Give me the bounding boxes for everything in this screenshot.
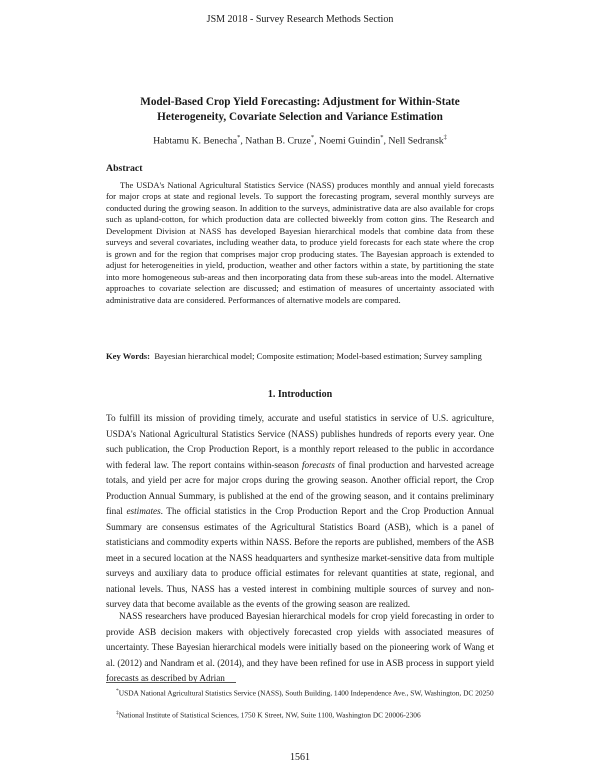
author-list: Habtamu K. Benecha*, Nathan B. Cruze*, Noemi Guindin*, Nell Sedransk‡: [153, 134, 447, 147]
abstract-heading: Abstract: [106, 163, 143, 174]
footnote-2: [106, 708, 494, 721]
footnote-text: National Institute of Statistical Sciences, 1750 K Street, NW, Suite 1100, Washington DC 20006-2306: [118, 710, 421, 720]
author-name: Habtamu K. Benecha: [153, 135, 238, 147]
intro-paragraph-2: NASS researchers have produced Bayesian hierarchical models for crop yield forecasting in order to provide ASB decision makers with objectively forecasted crop yields with associated measures of uncertainty. These Bayesian hierarchical models were initially based on the pioneering work of Wang et al. (2012) and Nandram et al. (2014), and they have been refined for use in ASB process in support yield forecasts as described by Adrian: [106, 611, 494, 683]
author-name: Noemi Guindin: [319, 135, 381, 147]
title-line-2: Heterogeneity, Covariate Selection and Variance Estimation: [157, 111, 443, 123]
footnote-mark: *: [116, 688, 119, 694]
intro-paragraph-1: [106, 411, 494, 613]
section-heading: 1. Introduction: [267, 389, 333, 400]
emphasis-text: forecasts: [301, 459, 335, 470]
footnote-rule: [106, 682, 236, 683]
title-line-1: Model-Based Crop Yield Forecasting: Adjustment for Within-State: [140, 96, 460, 108]
keywords: [106, 351, 494, 362]
paragraph-text: of final production and harvested acreage totals, and yield per acre for major crops during the growing season. Another official report, the Crop Production Annual Summary, is published at the end of the growing season, and it contains preliminary final: [106, 459, 494, 516]
author-mark: *: [237, 134, 241, 141]
author-name: Nathan B. Cruze: [245, 135, 311, 147]
keywords-label: Key Words:: [106, 351, 151, 361]
abstract-text: The USDA's National Agricultural Statistics Service (NASS) produces monthly and annual yield forecasts for major crops at state and regional levels. To support the forecasting program, several monthly surveys are conducted during the growing season. In addition to the surveys, administrative data are also available for crops such as upland-cotton, for which production data are collected biweekly from cotton gins. The Research and Development Division at NASS has developed Bayesian hierarchical models that combine data from these surveys and several covariates, including weather data, to produce yield forecasts for each state where the crop is grown and for the region that comprises major crop producing states. The Bayesian approach is extended to adjust for heterogeneities in yield, production, weather and other factors within a state, by partitioning the state into more homogeneous sub-areas and then incorporating data from these sub-areas into the model. Alternative approaches to covariate selection are discussed; and estimation of measures of uncertainty associated with administrative data are considered. Performances of alternative models are compared.: [106, 180, 494, 305]
author-mark: *: [380, 134, 384, 141]
footnote-text: USDA National Agricultural Statistics Service (NASS), South Building, 1400 Independence Ave., SW, Washington, DC 20250: [118, 688, 494, 698]
footnote-mark: ‡: [116, 710, 119, 716]
emphasis-text: estimates: [126, 506, 161, 516]
running-header: JSM 2018 - Survey Research Methods Section: [206, 14, 394, 25]
page-number: 1561: [290, 752, 310, 763]
paper-title: [100, 95, 500, 125]
author-name: Nell Sedransk: [388, 135, 444, 147]
paragraph-text: . The official statistics in the Crop Production Report and the Crop Production Annual Summary are consensus estimates of the Agricultural Statistics Board (ASB), which is a panel of statisticians and commodity experts within NASS. Before the reports are published, members of the ASB meet in a secured location at the NASS headquarters and synthesize market-sensitive data from multiple surveys and auxiliary data to produce official estimates for relevant quantities at state, regional, and national levels. Thus, NASS has a vested interest in combining multiple sources of survey and non-survey data that become available as the events of the growing season are realized.: [106, 506, 494, 609]
footnote-1: [106, 686, 494, 699]
author-mark: *: [310, 134, 315, 141]
author-mark: ‡: [443, 134, 447, 141]
keywords-text: Bayesian hierarchical model; Composite estimation; Model-based estimation; Survey sampling: [154, 351, 482, 361]
paragraph-text: To fulfill its mission of providing timely, accurate and useful statistics in service of U.S. agriculture, USDA's National Agricultural Statistics Service (NASS) publishes hundreds of reports every year. One such publication, the Crop Production Report, is a monthly report released to the public in accordance with federal law. The report contains within-season: [106, 413, 494, 470]
